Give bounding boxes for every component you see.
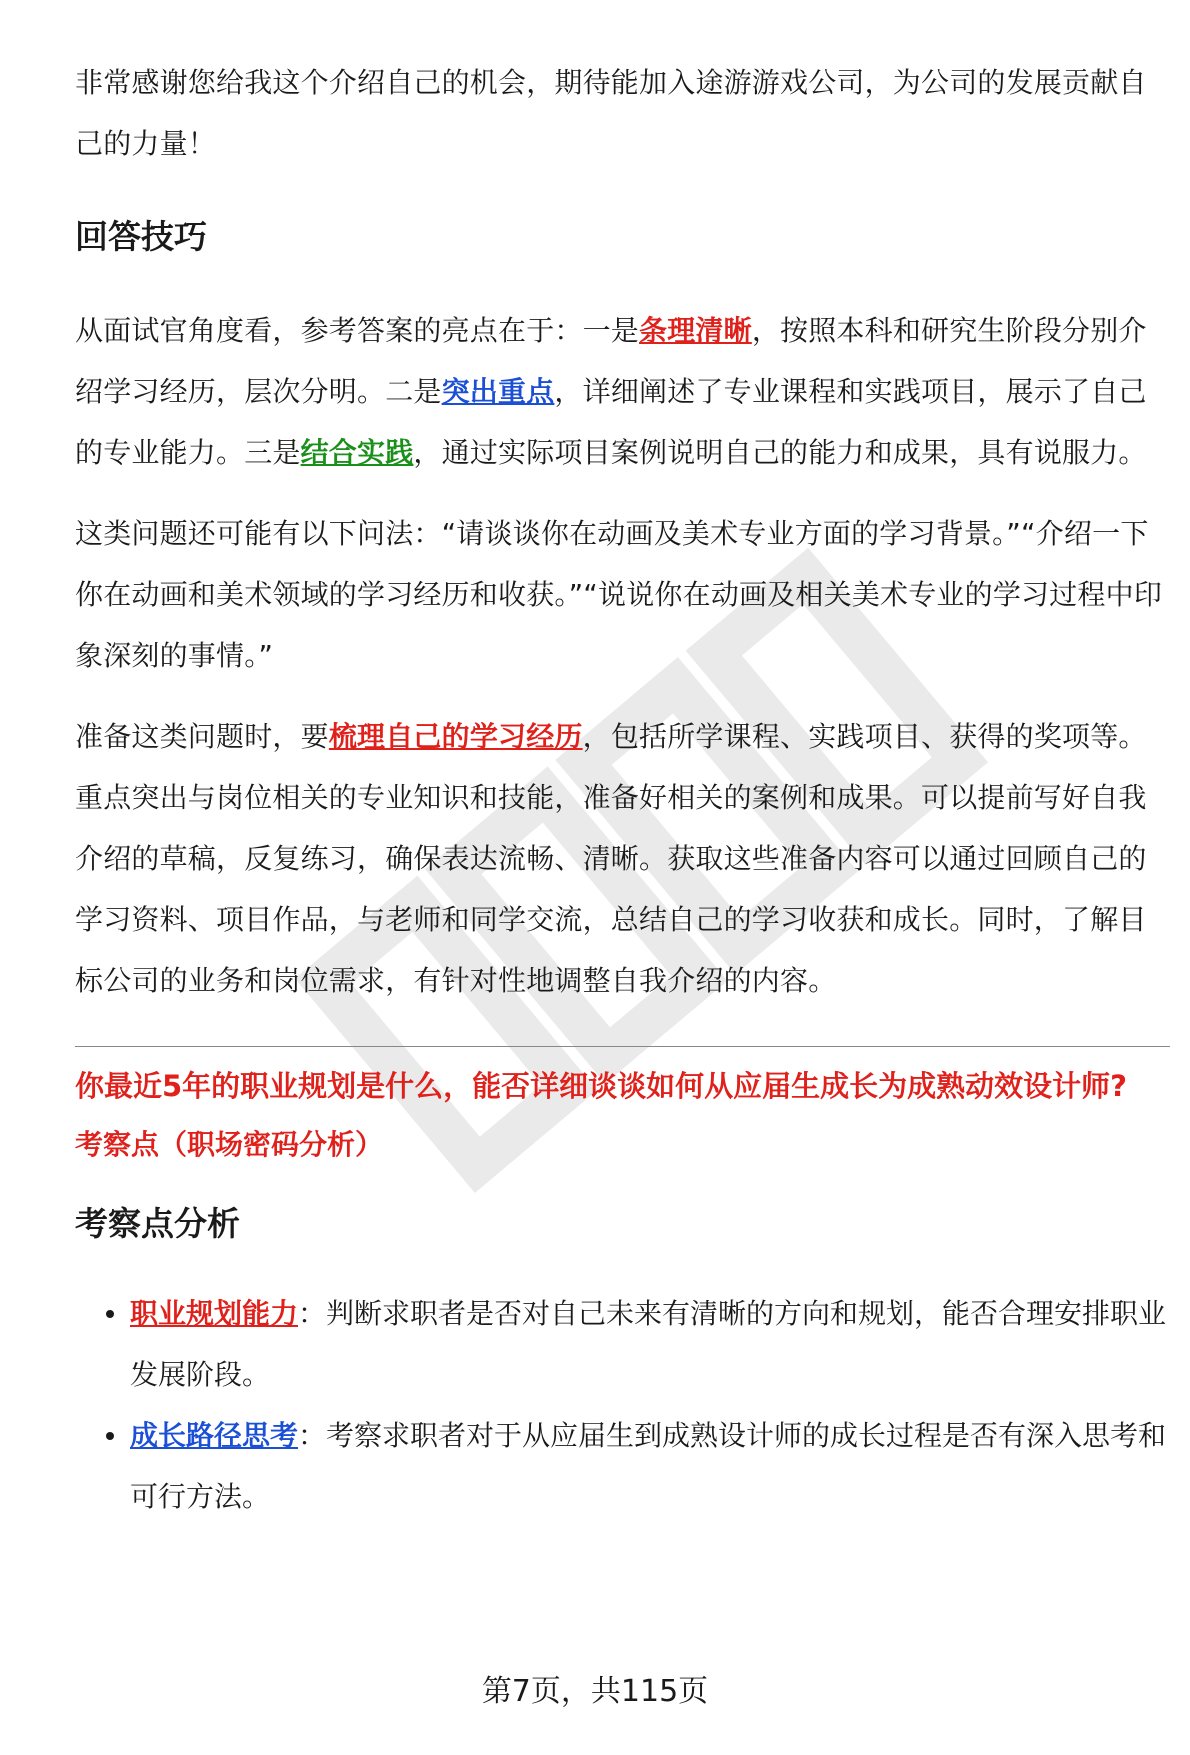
analysis-points-list — [75, 1283, 1170, 1527]
highlight-practice: 结合实践 — [300, 436, 414, 469]
assessment-subtitle: 考察点（职场密码分析） — [75, 1128, 384, 1161]
tips1-text-2: ，按照本科和研究生阶段分别介绍学习经历，层次分明。二是 — [75, 314, 1147, 408]
tips1-text-4: ，通过实际项目案例说明自己的能力和成果，具有说服力。 — [413, 436, 1147, 469]
section-divider — [75, 1046, 1170, 1047]
analysis-point-2 — [130, 1405, 1170, 1527]
analysis-heading: 考察点分析 — [75, 1204, 240, 1243]
tips3-text-2: ，包括所学课程、实践项目、获得的奖项等。重点突出与岗位相关的专业知识和技能，准备好相关的案例和成果。可以提前写好自我介绍的草稿，反复练习，确保表达流畅、清晰。获取这些准备内容可以通过回顾自己的学习资料、项目作品，与老师和同学交流，总结自己的学习收获和成长。同时，了解目标公司的业务和岗位需求，有针对性地调整自我介绍的内容。 — [75, 720, 1147, 997]
tips3-text-1: 准备这类问题时，要 — [75, 720, 329, 753]
highlight-clear-structure: 条理清晰 — [639, 314, 752, 347]
point-1-text: ：判断求职者是否对自己未来有清晰的方向和规划，能否合理安排职业发展阶段。 — [130, 1297, 1167, 1391]
tips-paragraph-2: 这类问题还可能有以下问法：“请谈谈你在动画及美术专业方面的学习背景。”“介绍一下你在动画和美术领域的学习经历和收获。”“说说你在动画及相关美术专业的学习过程中印象深刻的事情。” — [75, 517, 1163, 672]
point-1-title: 职业规划能力 — [130, 1297, 299, 1330]
analysis-point-1 — [130, 1283, 1170, 1405]
point-2-text: ：考察求职者对于从应届生到成熟设计师的成长过程是否有深入思考和可行方法。 — [130, 1419, 1167, 1513]
tips-paragraph-1 — [75, 300, 1170, 483]
highlight-study-history: 梳理自己的学习经历 — [328, 720, 583, 753]
point-2-title: 成长路径思考 — [130, 1419, 299, 1452]
highlight-key-points: 突出重点 — [441, 375, 555, 408]
interview-question: 你最近5年的职业规划是什么，能否详细谈谈如何从应届生成长为成熟动效设计师? — [75, 1069, 1128, 1103]
tips1-text-1: 从面试官角度看，参考答案的亮点在于：一是 — [75, 314, 640, 347]
tips1-text-3: ，详细阐述了专业课程和实践项目，展示了自己的专业能力。三是 — [75, 375, 1147, 469]
document-page — [75, 52, 1170, 1527]
tips-paragraph-3 — [75, 706, 1170, 1011]
intro-closing-paragraph: 非常感谢您给我这个介绍自己的机会，期待能加入途游游戏公司，为公司的发展贡献自己的力量！ — [75, 66, 1147, 160]
tips-heading: 回答技巧 — [75, 217, 207, 256]
page-number-footer: 第7页，共115页 — [481, 1674, 709, 1709]
